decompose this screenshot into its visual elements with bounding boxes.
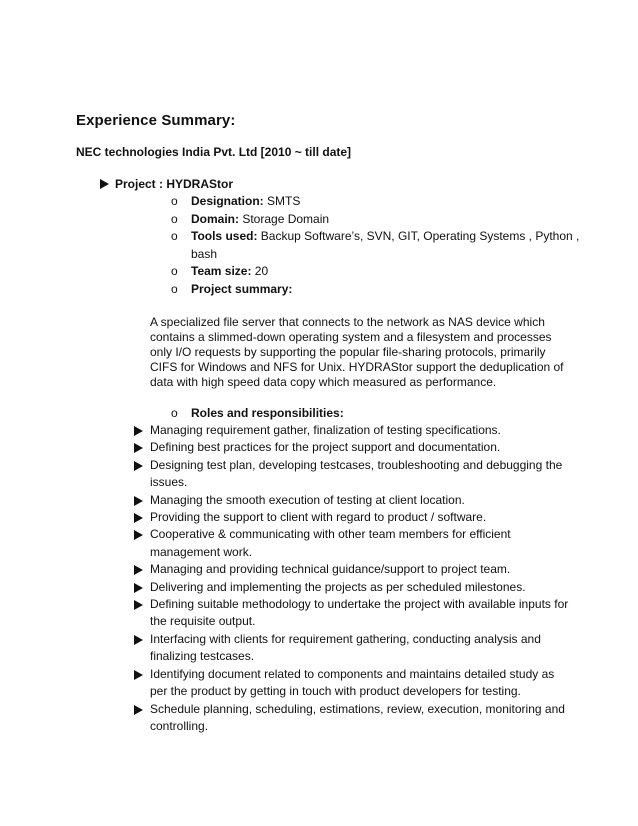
list-item: Cooperative & communicating with other team members for efficient management work. xyxy=(134,526,574,561)
list-item: Interfacing with clients for requirement gathering, conducting analysis and finalizing testcases. xyxy=(134,631,574,666)
arrow-bullet-icon xyxy=(134,583,143,593)
arrow-bullet-icon xyxy=(134,600,143,610)
detail-designation: o Designation: SMTS xyxy=(171,194,301,208)
circle-bullet: o xyxy=(171,406,178,420)
list-item: Defining suitable methodology to undertake the project with available inputs for the requisite output. xyxy=(134,596,574,631)
circle-bullet: o xyxy=(171,282,178,296)
detail-team-size: o Team size: 20 xyxy=(171,264,269,278)
list-item: Identifying document related to components and maintains detailed study as per the product by getting in touch with product developers for testing. xyxy=(134,666,574,701)
arrow-bullet-icon xyxy=(100,179,109,189)
detail-project-summary: o Project summary: xyxy=(171,282,293,296)
roles-list xyxy=(134,422,574,735)
circle-bullet: o xyxy=(171,194,178,208)
arrow-bullet-icon xyxy=(134,496,143,506)
arrow-bullet-icon xyxy=(134,705,143,715)
list-item: Managing requirement gather, finalization of testing specifications. xyxy=(134,422,574,439)
roles-heading: o Roles and responsibilities: xyxy=(171,406,344,420)
detail-tools: o Tools used: Backup Software’s, SVN, GIT, Operating Systems , Python , xyxy=(171,229,580,243)
arrow-bullet-icon xyxy=(134,670,143,680)
arrow-bullet-icon xyxy=(134,635,143,645)
detail-tools-continuation: bash xyxy=(191,247,218,261)
circle-bullet: o xyxy=(171,229,178,243)
list-item: Managing and providing technical guidance/support to project team. xyxy=(134,561,574,578)
list-item: Schedule planning, scheduling, estimations, review, execution, monitoring and controlling. xyxy=(134,701,574,736)
project-label: Project : HYDRAStor xyxy=(115,177,234,191)
arrow-bullet-icon xyxy=(134,530,143,540)
circle-bullet: o xyxy=(171,212,178,226)
list-item: Defining best practices for the project support and documentation. xyxy=(134,439,574,456)
circle-bullet: o xyxy=(171,264,178,278)
company-line: NEC technologies India Pvt. Ltd [2010 ~ till date] xyxy=(76,145,352,159)
project-title xyxy=(100,177,233,191)
arrow-bullet-icon xyxy=(134,426,143,436)
arrow-bullet-icon xyxy=(134,443,143,453)
detail-domain: o Domain: Storage Domain xyxy=(171,212,330,226)
arrow-bullet-icon xyxy=(134,461,143,471)
section-heading: Experience Summary: xyxy=(76,112,236,129)
list-item: Designing test plan, developing testcases, troubleshooting and debugging the issues. xyxy=(134,457,574,492)
arrow-bullet-icon xyxy=(134,513,143,523)
project-summary-text: A specialized file server that connects to the network as NAS device which contains a slimmed-down operating system and a filesystem and processes only I/O requests by supporting the popular file-sharing protocols, primarily CIFS for Windows and NFS for Unix. HYDRAStor support the deduplication of data with high speed data copy which measured as performance. xyxy=(150,315,564,389)
arrow-bullet-icon xyxy=(134,565,143,575)
list-item: Providing the support to client with regard to product / software. xyxy=(134,509,574,526)
list-item: Managing the smooth execution of testing at client location. xyxy=(134,492,574,509)
list-item: Delivering and implementing the projects as per scheduled milestones. xyxy=(134,579,574,596)
